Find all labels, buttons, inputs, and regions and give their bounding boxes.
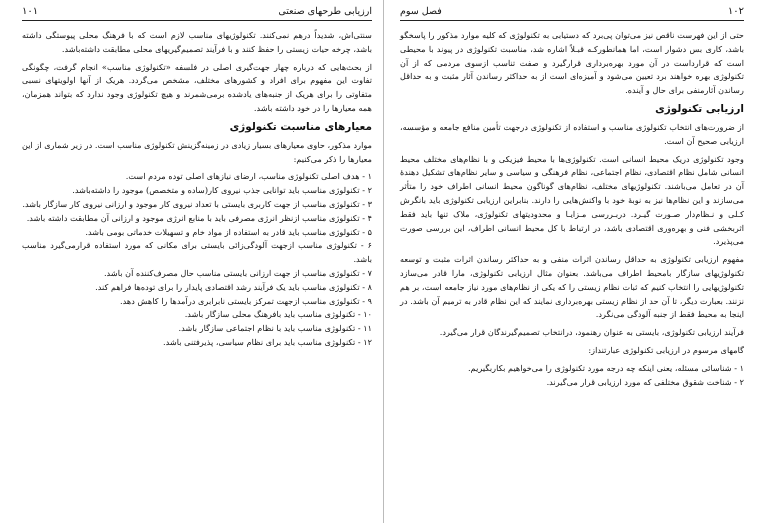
left-paragraph-2: از بحث‌هایی که درباره چهار جهت‌گیری اصلی در فلسفه «تکنولوژی مناسب» انجام گرفت، چگونگی تفاوت این مفهوم برای افراد و کشورهای مختلف، مشخص می‌گردد. هریک از آنها اولویتهای نسبی متفاوتی را برای هریک از جنبه‌های یادشده برمی‌شمرند و هیچ تکنولوژی وجود ندارد که بتواند همزمان، همه معیارها را در خود داشته باشد.: [22, 61, 372, 113]
steps-list: [400, 362, 744, 390]
left-paragraph-3: موارد مذکور، حاوی معیارهای بسیار زیادی در زمینه‌گزینش تکنولوژی مناسب است. در زیر شماری از این معیارها را ذکر می‌کنیم:: [22, 139, 372, 164]
right-paragraph-1: از ضرورت‌های انتخاب تکنولوژی مناسب و استفاده از تکنولوژی درجهت تأمین منافع جامعه و مؤسسه، ارزیابی صحیح آن است.: [400, 121, 744, 146]
left-page-header: [22, 6, 372, 21]
criteria-item: ۱۱ - تکنولوژی مناسب باید با نظام اجتماعی سازگار باشد.: [178, 323, 372, 334]
right-page-number: ۱۰۲: [727, 6, 744, 17]
criteria-item: ۵ - تکنولوژی مناسب باید قادر به استفاده از مواد خام و تسهیلات خدماتی بومی باشد.: [85, 226, 372, 237]
criteria-item: ۳ - تکنولوژی مناسب از جهت کاربری بایستی با تعداد نیروی کار موجود و ارزانی نیروی کار سازگار باشد.: [22, 198, 372, 209]
right-paragraph-2: وجود تکنولوژی دریک محیط انسانی است. تکنولوژی‌ها با محیط فیزیکی و با نظام‌های مختلف محیط انسانی شامل نظام اقتصادی، نظام اجتماعی، نظام فرهنگی و سیاسی و سایر نظام‌های تشکیل دهندهٔ آن در تعامل می‌باشند. تکنولوژیهای مختلف، نظام‌های گوناگون محیط انسانی اطراف خود را متأثر می‌سازند و این نظام‌ها نیز به نوبهٔ خود با واکنش‌هایی را دارند. بنابراین ارزیابی تکنولوژی باید بانگرش کـلی و نـظام‌دار صـورت گیـرد. دربـررسی مـزایـا و محدودیتهای تکنولوژی، ملاک تنها باید فقط اثربخشی فنی و بهره‌وری اقتصادی باشد، در ارتباط با کل محیط انسانی اطراف، این بررسی صورت می‌پذیرد.: [400, 153, 744, 247]
left-section-title: معیارهای مناسبت تکنولوژی: [229, 120, 372, 133]
right-section-title: ارزیابی تکنولوژی: [655, 102, 744, 115]
criteria-item: ۴ - تکنولوژی مناسب ازنظر انرژی مصرفی باید با منابع انرژی موجود و ارزانی آن مطابقت داشته باشد.: [26, 212, 372, 223]
criteria-item: ۱۲ - تکنولوژی مناسب باید برای نظام سیاسی، پذیرفتنی باشد.: [163, 336, 372, 347]
criteria-item: ۹ - تکنولوژی مناسب ازجهت تمرکز بایستی نابرابری درآمدها را کاهش دهد.: [120, 295, 372, 306]
step-item: ۲ - شناخت شقوق مختلفی که مورد ارزیابی قرار می‌گیرند.: [546, 376, 744, 387]
right-page-header: [400, 6, 744, 21]
criteria-item: ۲ - تکنولوژی مناسب باید توانایی جذب نیروی کار(ساده و متخصص) موجود را داشته‌باشد.: [72, 185, 372, 196]
criteria-item: ۸ - تکنولوژی مناسب باید یک فرآیند رشد اقتصادی پایدار را برای توده‌ها فراهم کند.: [95, 281, 372, 292]
step-item: ۱ - شناسائی مسئله، یعنی اینکه چه درجه مورد تکنولوژی را می‌خواهیم بکاربگیریم.: [468, 362, 744, 373]
right-intro-paragraph: حتی از این فهرست ناقص نیز می‌توان پی‌برد که دستیابی به تکنولوژی که کلیه موارد مذکور را پاسخگو باشد، کاری بس دشوار است، اما همانطورکـه قبـلاً اشاره شد، مناسبت تکنولوژی در پیوند با محیطی است که قرارداست در آن مورد بهره‌برداری قرارگیرد و صفت تناسب ازسوی مردمی که از آن تکنولوژی بهره خواهند برد تعیین می‌شود و آمیزه‌ای است از به حداکثر رساندن آثار مثبت و به حداقل رساندن آثارمنفی برای حال و آینده.: [400, 30, 744, 96]
right-page-chapter-title: فصل سوم: [400, 6, 442, 17]
criteria-item: ۷ - تکنولوژی مناسب از جهت ارزانی بایستی مناسب حال مصرف‌کننده آن باشد.: [103, 267, 372, 278]
criteria-item: ۶ - تکنولوژی مناسب ازجهت آلودگی‌زائی بایستی برای مکانی که مورد استفاده قرارمی‌گیرد مناسب باشد.: [22, 240, 372, 265]
criteria-item: ۱۰ - تکنولوژی مناسب باید بافرهنگ محلی سازگار باشد.: [184, 309, 372, 320]
right-page: [384, 0, 768, 523]
right-paragraph-3: مفهوم ارزیابی تکنولوژی به حداقل رساندن اثرات منفی و به حداکثر رساندن اثرات مثبت و توسعه تکنولوژیهای سازگار بامحیط اطراف می‌باشد. بعنوان مثال ارزیابی تکنولوژی، مارا قادر می‌سازد تکنولوژیهایی را انتخاب کنیم که ثبات نظام زیستی را که یکی از نظام‌های مورد نیاز جامعه است، بر هم نزنند. بعبارت دیگر، تا آن حد از نظام زیستی بهره‌برداری نمایند که این نظام قادر به ترمیم آن باشد. در اینجا به محیط فقط از جنبه آلودگی می‌نگرد.: [400, 254, 744, 320]
criteria-list: [22, 170, 372, 349]
right-paragraph-4: فرآیند ارزیابی تکنولوژی، بایستی به عنوان رهنمود، درانتخاب تصمیم‌گیرندگان قرار می‌گیرد.: [439, 327, 744, 338]
left-page-number: ۱۰۱: [22, 6, 39, 17]
left-page-chapter-title: ارزیابی طرحهای صنعتی: [278, 6, 372, 17]
left-intro-paragraph: سنتی‌اش، شدیداً درهم نمی‌کنند. تکنولوژیهای مناسب لازم است که با فرهنگ محلی پیوستگی داشته باشد، چرخه حیات زیستی را حفظ کنند و با فرآیند تصمیم‌گیریهای محلی مطابقت داشته‌باشد.: [22, 30, 372, 54]
criteria-item: ۱ - هدف اصلی تکنولوژی مناسب، ارضای نیازهای اصلی توده مردم است.: [125, 171, 372, 182]
right-paragraph-5: گامهای مرسوم در ارزیابی تکنولوژی عبارتنداز:: [588, 344, 744, 355]
